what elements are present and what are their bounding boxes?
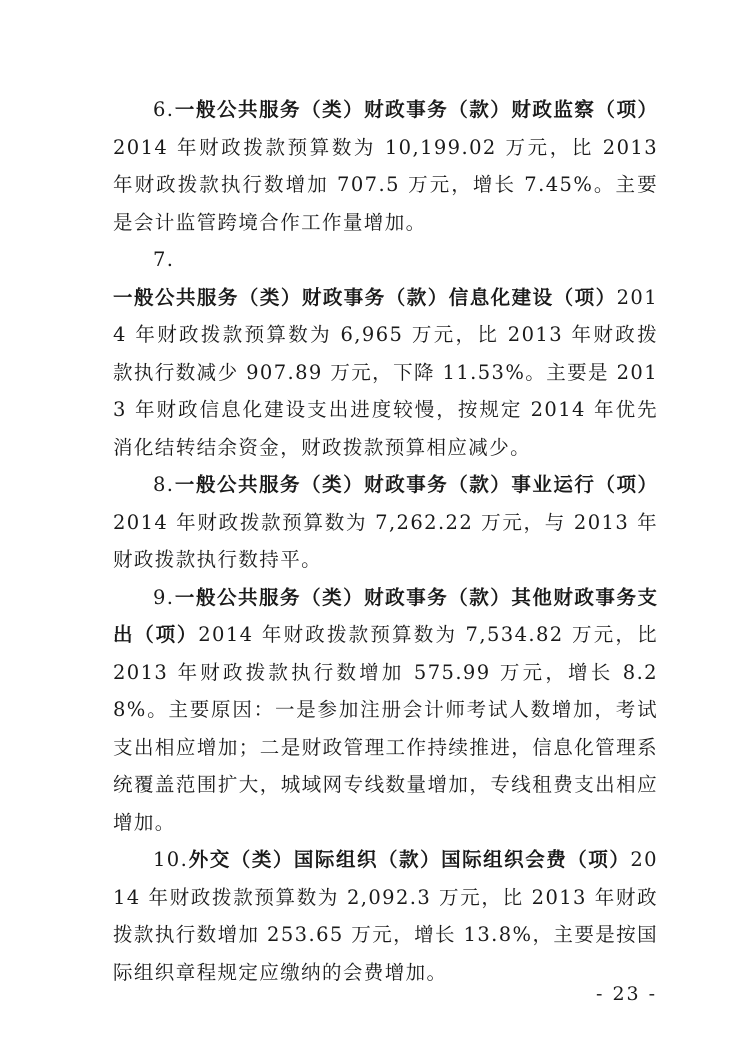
document-body (113, 91, 658, 991)
paragraph-item-7 (113, 241, 658, 466)
paragraph-item-8 (113, 466, 658, 579)
paragraph-item-6 (113, 91, 658, 241)
paragraph-item-10 (113, 841, 658, 991)
item-heading: 一般公共服务（类）财政事务（款）财政监察（项） (174, 98, 658, 121)
item-number: 6. (153, 98, 175, 121)
item-number: 7. (153, 248, 175, 271)
item-heading: 一般公共服务（类）财政事务（款）其他财政事务支出（项） (113, 585, 658, 646)
item-number: 8. (153, 473, 175, 496)
item-body: 2014 年财政拨款预算数为 10,199.02 万元，比 2013 年财政拨款执行数增加 707.5 万元，增长 7.45%。主要是会计监管跨境合作工作量增加。 (113, 135, 658, 234)
item-body: 2014 年财政拨款预算数为 2,092.3 万元，比 2013 年财政拨款执行数增加 253.65 万元，增长 13.8%，主要是按国际组织章程规定应缴纳的会费增加。 (113, 848, 658, 984)
item-heading: 一般公共服务（类）财政事务（款）事业运行（项） (174, 473, 658, 496)
item-body: 2014 年财政拨款预算数为 6,965 万元，比 2013 年财政拨款执行数减少 907.89 万元，下降 11.53%。主要是 2013 年财政信息化建设支出进度较慢，按规定 2014 年优先消化结转结余资金，财政拨款预算相应减少。 (113, 285, 658, 459)
page-number: - 23 - (596, 983, 658, 1005)
item-body: 2014 年财政拨款预算数为 7,534.82 万元，比 2013 年财政拨款执行数增加 575.99 万元，增长 8.28%。主要原因：一是参加注册会计师考试人数增加，考试支出相应增加；二是财政管理工作持续推进，信息化管理系统覆盖范围扩大，城域网专线数量增加，专线租费支出相应增加。 (113, 623, 658, 834)
item-number: 9. (153, 585, 175, 609)
item-heading: 一般公共服务（类）财政事务（款）信息化建设（项） (113, 285, 617, 309)
paragraph-item-9 (113, 579, 658, 842)
item-body: 2014 年财政拨款预算数为 7,262.22 万元，与 2013 年财政拨款执行数持平。 (113, 510, 658, 571)
item-number: 10. (153, 848, 189, 871)
item-heading: 外交（类）国际组织（款）国际组织会费（项） (188, 848, 631, 871)
